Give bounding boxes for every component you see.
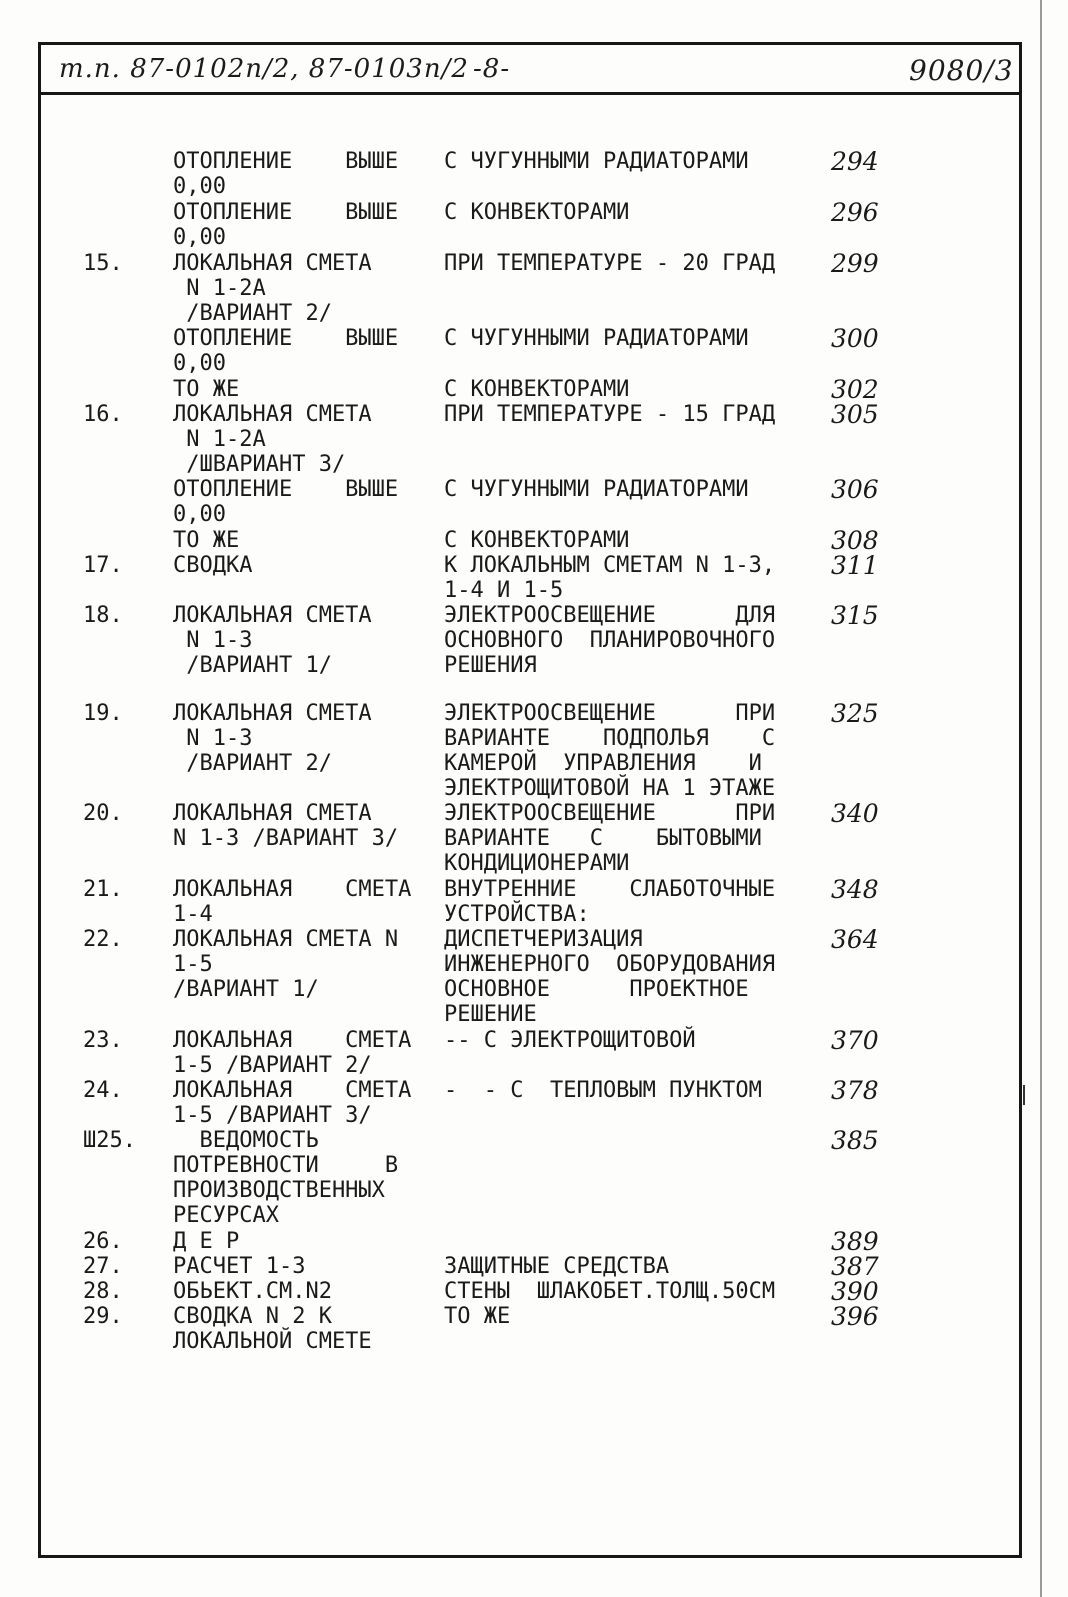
row-number: 26. bbox=[83, 1229, 123, 1254]
row-page: 299 bbox=[831, 249, 879, 278]
row-title: ЛОКАЛЬНАЯ СМЕТА 1-5 /ВАРИАНТ 3/ bbox=[173, 1078, 412, 1128]
row-description: СТЕНЫ ШЛАКОБЕТ.ТОЛЩ.50СМ bbox=[444, 1279, 776, 1304]
row-title: ЛОКАЛЬНАЯ СМЕТА N 1-3 /ВАРИАНТ 3/ bbox=[173, 801, 399, 851]
row-page: 294 bbox=[831, 147, 879, 176]
row-number: 16. bbox=[83, 402, 123, 427]
document-sheet bbox=[38, 42, 1022, 1558]
row-page: 302 bbox=[831, 375, 879, 404]
row-page: 389 bbox=[831, 1227, 879, 1256]
row-number: 18. bbox=[83, 603, 123, 628]
row-page: 308 bbox=[831, 526, 879, 555]
row-description: ЭЛЕКТРООСВЕЩЕНИЕ ПРИ ВАРИАНТЕ ПОДПОЛЬЯ С КАМЕРОЙ УПРАВЛЕНИЯ И ЭЛЕКТРОЩИТОВОЙ НА 1 ЭТАЖЕ bbox=[444, 701, 776, 801]
row-description: ЭЛЕКТРООСВЕЩЕНИЕ ДЛЯ ОСНОВНОГО ПЛАНИРОВОЧНОГО РЕШЕНИЯ bbox=[444, 603, 776, 678]
row-number: 15. bbox=[83, 251, 123, 276]
row-number: 28. bbox=[83, 1279, 123, 1304]
row-title: ОТОПЛЕНИЕ ВЫШЕ 0,00 bbox=[173, 477, 399, 527]
row-description: ЭЛЕКТРООСВЕЩЕНИЕ ПРИ ВАРИАНТЕ С БЫТОВЫМИ КОНДИЦИОНЕРАМИ bbox=[444, 801, 776, 876]
row-number: 24. bbox=[83, 1078, 123, 1103]
row-title: СВОДКА N 2 К ЛОКАЛЬНОЙ СМЕТЕ bbox=[173, 1304, 372, 1354]
row-description: С ЧУГУННЫМИ РАДИАТОРАМИ bbox=[444, 149, 749, 174]
row-number: 19. bbox=[83, 701, 123, 726]
title-block bbox=[41, 45, 1019, 95]
sheet-code: 9080/3 bbox=[909, 54, 1014, 87]
margin-tick-mark bbox=[1023, 1085, 1025, 1105]
row-page: 315 bbox=[831, 601, 879, 630]
row-number: 27. bbox=[83, 1254, 123, 1279]
doc-code: т.п. 87-0102п/2, 87-0103п/2 bbox=[59, 54, 469, 84]
row-page: 300 bbox=[831, 324, 879, 353]
row-number: 20. bbox=[83, 801, 123, 826]
row-page: 305 bbox=[831, 400, 879, 429]
row-title: ЛОКАЛЬНАЯ СМЕТА 1-5 /ВАРИАНТ 2/ bbox=[173, 1028, 412, 1078]
row-description: С ЧУГУННЫМИ РАДИАТОРАМИ bbox=[444, 477, 749, 502]
row-title: ОБЬЕКТ.СМ.N2 bbox=[173, 1279, 332, 1304]
row-number: 29. bbox=[83, 1304, 123, 1329]
row-number: 23. bbox=[83, 1028, 123, 1053]
row-number: 22. bbox=[83, 927, 123, 952]
row-title: ОТОПЛЕНИЕ ВЫШЕ 0,00 bbox=[173, 200, 399, 250]
row-title: Д Е Р bbox=[173, 1229, 240, 1254]
row-description: ЗАЩИТНЫЕ СРЕДСТВА bbox=[444, 1254, 670, 1279]
row-page: 348 bbox=[831, 875, 879, 904]
row-page: 390 bbox=[831, 1277, 879, 1306]
row-title: ЛОКАЛЬНАЯ СМЕТА 1-4 bbox=[173, 877, 412, 927]
row-title: ОТОПЛЕНИЕ ВЫШЕ 0,00 bbox=[173, 149, 399, 199]
row-title: ЛОКАЛЬНАЯ СМЕТА N 1-5 /ВАРИАНТ 1/ bbox=[173, 927, 399, 1002]
scan-edge-line bbox=[1040, 0, 1042, 1597]
row-number: Ш25. bbox=[83, 1128, 136, 1153]
row-number: 21. bbox=[83, 877, 123, 902]
row-page: 378 bbox=[831, 1076, 879, 1105]
row-title: ЛОКАЛЬНАЯ СМЕТА N 1-3 /ВАРИАНТ 2/ bbox=[173, 701, 372, 776]
row-page: 364 bbox=[831, 925, 879, 954]
row-description: ПРИ ТЕМПЕРАТУРЕ - 20 ГРАД bbox=[444, 251, 776, 276]
row-page: 306 bbox=[831, 475, 879, 504]
row-title: ОТОПЛЕНИЕ ВЫШЕ 0,00 bbox=[173, 326, 399, 376]
row-description: С КОНВЕКТОРАМИ bbox=[444, 200, 630, 225]
row-description: С КОНВЕКТОРАМИ bbox=[444, 528, 630, 553]
row-page: 370 bbox=[831, 1026, 879, 1055]
row-title: ЛОКАЛЬНАЯ СМЕТА N 1-2А /ВАРИАНТ 2/ bbox=[173, 251, 372, 326]
row-page: 387 bbox=[831, 1252, 879, 1281]
row-description: К ЛОКАЛЬНЫМ СМЕТАМ N 1-3, 1-4 И 1-5 bbox=[444, 553, 776, 603]
row-description: ВНУТРЕННИЕ СЛАБОТОЧНЫЕ УСТРОЙСТВА: bbox=[444, 877, 776, 927]
row-page: 296 bbox=[831, 198, 879, 227]
row-title: ТО ЖЕ bbox=[173, 528, 240, 553]
row-description: ДИСПЕТЧЕРИЗАЦИЯ ИНЖЕНЕРНОГО ОБОРУДОВАНИЯ ОСНОВНОЕ ПРОЕКТНОЕ РЕШЕНИЕ bbox=[444, 927, 776, 1027]
row-description: С КОНВЕКТОРАМИ bbox=[444, 377, 630, 402]
row-title: РАСЧЕТ 1-3 bbox=[173, 1254, 306, 1279]
page-number: -8- bbox=[473, 54, 511, 84]
row-description: ТО ЖЕ bbox=[444, 1304, 511, 1329]
row-title: ЛОКАЛЬНАЯ СМЕТА N 1-3 /ВАРИАНТ 1/ bbox=[173, 603, 372, 678]
row-description: - - С ТЕПЛОВЫМ ПУНКТОМ bbox=[444, 1078, 762, 1103]
row-page: 340 bbox=[831, 799, 879, 828]
row-description: ПРИ ТЕМПЕРАТУРЕ - 15 ГРАД bbox=[444, 402, 776, 427]
row-page: 325 bbox=[831, 699, 879, 728]
row-page: 385 bbox=[831, 1126, 879, 1155]
row-title: ЛОКАЛЬНАЯ СМЕТА N 1-2А /ШВАРИАНТ 3/ bbox=[173, 402, 372, 477]
row-number: 17. bbox=[83, 553, 123, 578]
row-title: ВЕДОМОСТЬ ПОТРЕВНОСТИ В ПРОИЗВОДСТВЕННЫХ РЕСУРСАХ bbox=[173, 1128, 399, 1228]
row-title: ТО ЖЕ bbox=[173, 377, 240, 402]
row-description: -- С ЭЛЕКТРОЩИТОВОЙ bbox=[444, 1028, 696, 1053]
row-title: СВОДКА bbox=[173, 553, 253, 578]
row-page: 311 bbox=[831, 551, 879, 580]
row-description: С ЧУГУННЫМИ РАДИАТОРАМИ bbox=[444, 326, 749, 351]
row-page: 396 bbox=[831, 1302, 879, 1331]
